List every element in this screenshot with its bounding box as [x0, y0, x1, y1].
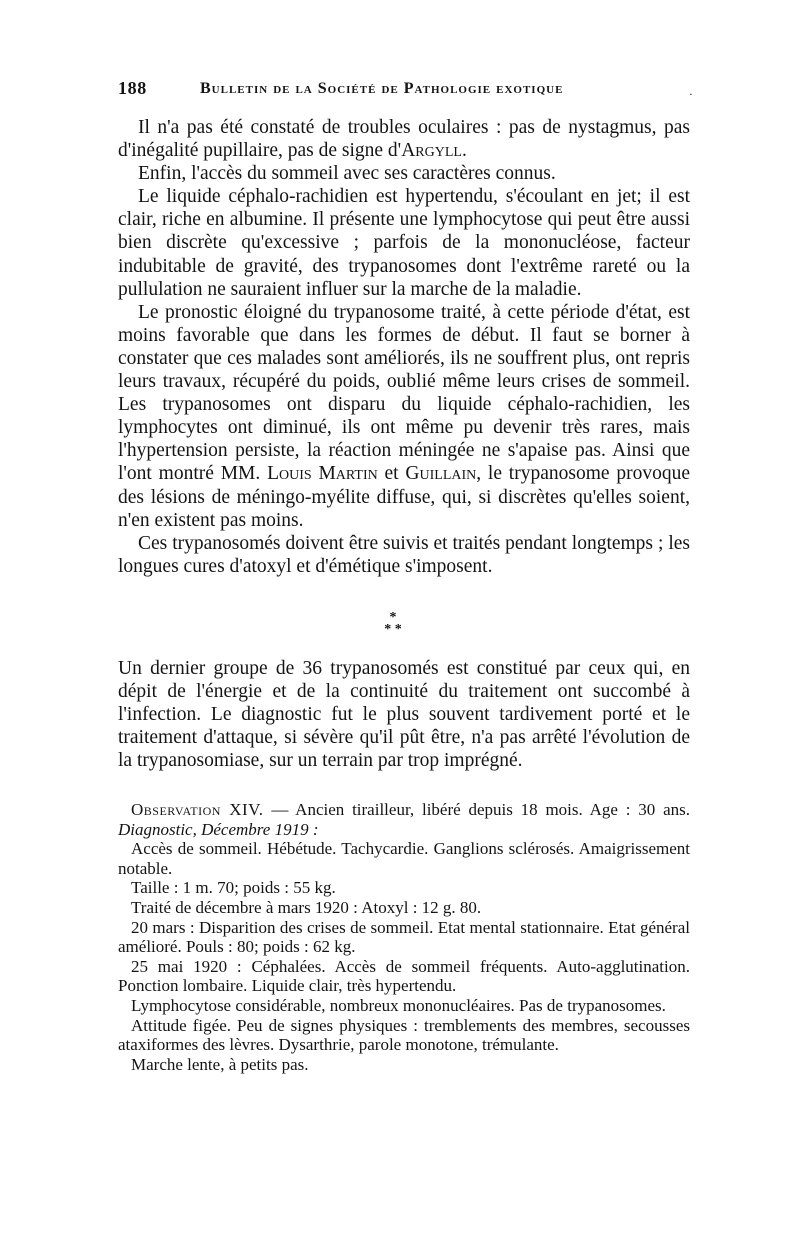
observation-line: Taille : 1 m. 70; poids : 55 kg. [131, 878, 336, 898]
observation-line: Attitude figée. Peu de signes physiques : tremblements des membres, secousses ataxiformes des lèvres. Dysarthrie, parole monotone, trémulante. [118, 1015, 690, 1055]
conjunction: et [377, 463, 406, 485]
journal-title: Bulletin de la Société de Pathologie exotique [200, 80, 564, 97]
header-mark: . [689, 84, 693, 98]
paragraph-treatment: Ces trypanosomés doivent être suivis et traités pendant longtemps ; les longues cures d'atoxyl et d'émétique s'imposent. [118, 532, 690, 577]
author-name-louis-martin: Louis Martin [267, 463, 378, 485]
observation-heading [118, 800, 690, 839]
observation-block [118, 800, 690, 1074]
running-header [118, 78, 693, 102]
observation-line: Traité de décembre à mars 1920 : Atoxyl : 12 g. 80. [131, 897, 482, 917]
paragraph-csf: Le liquide céphalo-rachidien est hypertendu, s'écoulant en jet; il est clair, riche en albumine. Il présente une lymphocytose qui peut être aussi bien discrète qu'excessive ; parfois de la mononucléose, facteur indubitable de gravité, des trypanosomes dont l'extrême rareté ou la pullulation ne sauraient influer sur la marche de la maladie. [118, 186, 690, 300]
observation-line: Lymphocytose considérable, nombreux mononucléaires. Pas de trypanosomes. [131, 995, 666, 1015]
paragraph-sleep: Enfin, l'accès du sommeil avec ses caractères connus. [138, 163, 556, 185]
asterism-divider [380, 612, 406, 636]
asterism-top: * [389, 610, 397, 625]
paragraph-ocular [118, 116, 690, 162]
observation-line: Accès de sommeil. Hébétude. Tachycardie. Ganglions sclérosés. Amaigrissement notable. [118, 839, 690, 878]
page-number: 188 [118, 78, 147, 98]
main-text-block [118, 116, 690, 578]
observation-label: Observation XIV. [131, 800, 264, 819]
observation-intro: — Ancien tirailleur, libéré depuis 18 mois. Age : 30 ans. [263, 800, 690, 819]
paragraph-fatal-group: Un dernier groupe de 36 trypanosomés est constitué par ceux qui, en dépit de l'énergie et de la continuité du traitement ont succombé à l'infection. Le diagnostic fut le plus souvent tardivement porté et le traitement d'attaque, si sévère qu'il pût être, n'a pas arrêté l'évolution de la trypanosomiase, sur un terrain par trop imprégné. [118, 658, 690, 772]
author-name-argyll: Argyll [401, 140, 462, 162]
section-fatal-cases [118, 657, 690, 772]
asterism-bottom: * * [384, 622, 402, 637]
paragraph-ocular-end: . [461, 140, 467, 162]
paragraph-ocular-text: Il n'a pas été constaté de troubles oculaires : pas de nystagmus, pas d'inégalité pupillaire, pas de signe d' [118, 117, 690, 162]
observation-date: Diagnostic, Décembre 1919 : [118, 819, 319, 839]
observation-line: 25 mai 1920 : Céphalées. Accès de sommeil fréquents. Auto-agglutination. Ponction lombaire. Liquide clair, très hypertendu. [118, 956, 690, 996]
author-name-guillain: Guillain [405, 463, 477, 485]
paragraph-prognosis-text: Le pronostic éloigné du trypanosome traité, à cette période d'état, est moins favorable que dans les formes de début. Il faut se borner à constater que ces malades sont améliorés, ils ne souffrent plus, ont repris leurs travaux, récupéré du poids, oublié même leurs crises de sommeil. Les trypanosomes ont disparu du liquide céphalo-rachidien, les lymphocytes ont diminué, ils ont même pu devenir très rares, mais l'hypertension persiste, la réaction méningée ne s'apaise pas. Ainsi que l'ont montré MM. [118, 301, 690, 485]
observation-line: Marche lente, à petits pas. [131, 1054, 309, 1074]
observation-line: 20 mars : Disparition des crises de sommeil. Etat mental stationnaire. Etat général amélioré. Pouls : 80; poids : 62 kg. [118, 917, 690, 957]
paragraph-prognosis [118, 301, 690, 532]
paragraph-prognosis-end: , le trypanosome provoque des lésions de méningo-myélite diffuse, qui, si discrètes qu'elles soient, n'en existent pas moins. [118, 463, 690, 531]
